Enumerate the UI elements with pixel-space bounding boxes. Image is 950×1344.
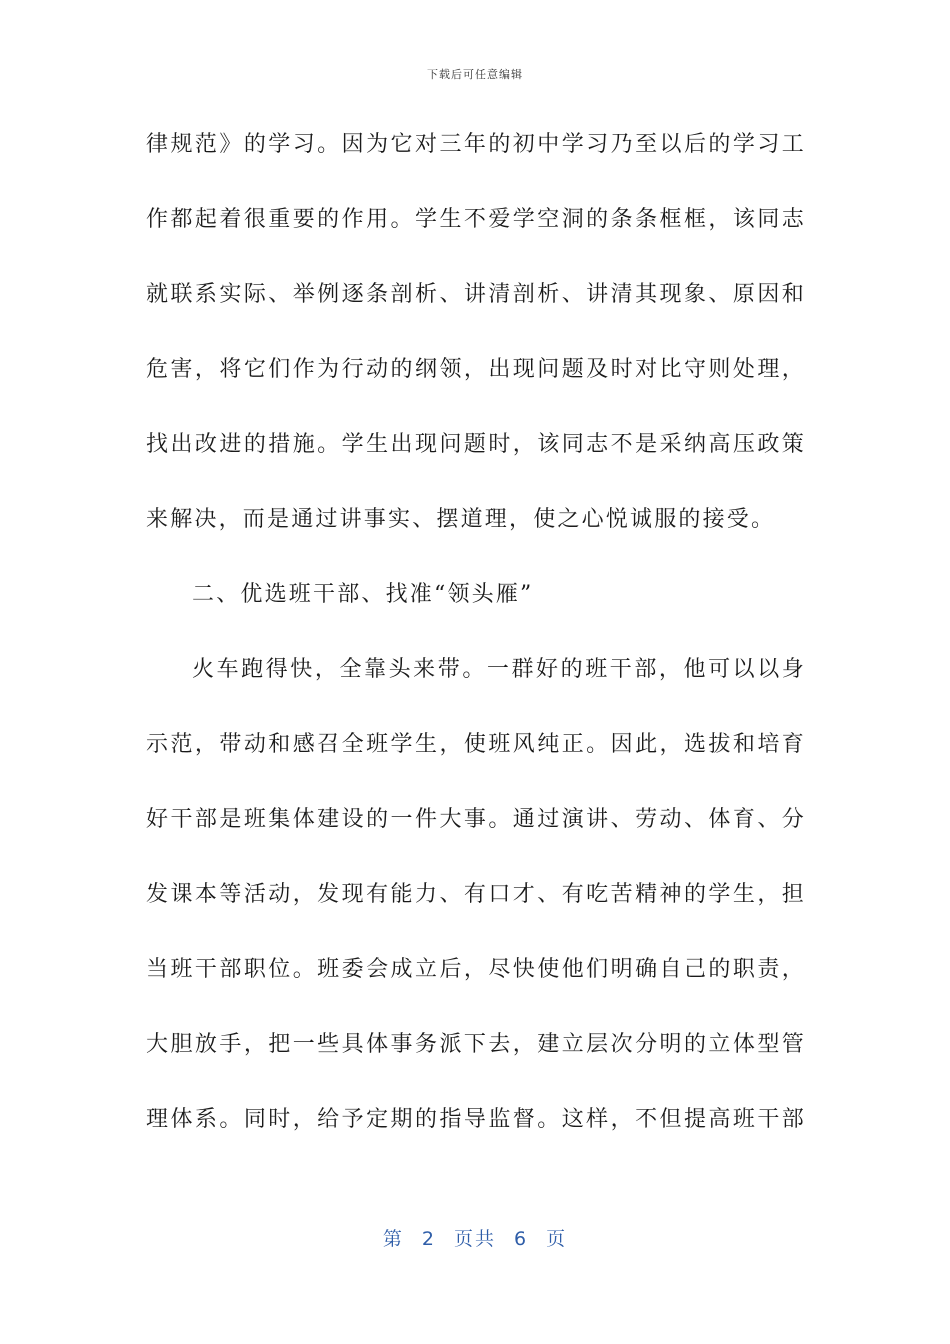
body-line: 大胆放手，把一些具体事务派下去，建立层次分明的立体型管 bbox=[146, 1032, 806, 1057]
page-header: 下载后可任意编辑 bbox=[427, 68, 523, 81]
body-line: 律规范》的学习。因为它对三年的初中学习乃至以后的学习工 bbox=[146, 132, 806, 157]
body-line: 作都起着很重要的作用。学生不爱学空洞的条条框框，该同志 bbox=[146, 207, 806, 232]
document-body bbox=[146, 123, 806, 1173]
section-heading: 二、优选班干部、找准“领头雁” bbox=[192, 582, 534, 607]
body-line: 来解决，而是通过讲事实、摆道理，使之心悦诚服的接受。 bbox=[146, 507, 776, 532]
body-line: 火车跑得快，全靠头来带。一群好的班干部，他可以以身 bbox=[192, 657, 806, 682]
body-line: 发课本等活动，发现有能力、有口才、有吃苦精神的学生，担 bbox=[146, 882, 806, 907]
body-line: 示范，带动和感召全班学生，使班风纯正。因此，选拔和培育 bbox=[146, 732, 806, 757]
body-line: 当班干部职位。班委会成立后，尽快使他们明确自己的职责， bbox=[146, 957, 806, 982]
body-line: 好干部是班集体建设的一件大事。通过演讲、劳动、体育、分 bbox=[146, 807, 806, 832]
body-line: 危害，将它们作为行动的纲领，出现问题及时对比守则处理， bbox=[146, 357, 806, 382]
body-line: 找出改进的措施。学生出现问题时，该同志不是采纳高压政策 bbox=[146, 432, 806, 457]
body-line: 就联系实际、举例逐条剖析、讲清剖析、讲清其现象、原因和 bbox=[146, 282, 806, 307]
body-line: 理体系。同时，给予定期的指导监督。这样，不但提高班干部 bbox=[146, 1107, 806, 1132]
page-number-footer: 第 2 页共 6 页 bbox=[382, 1228, 568, 1250]
